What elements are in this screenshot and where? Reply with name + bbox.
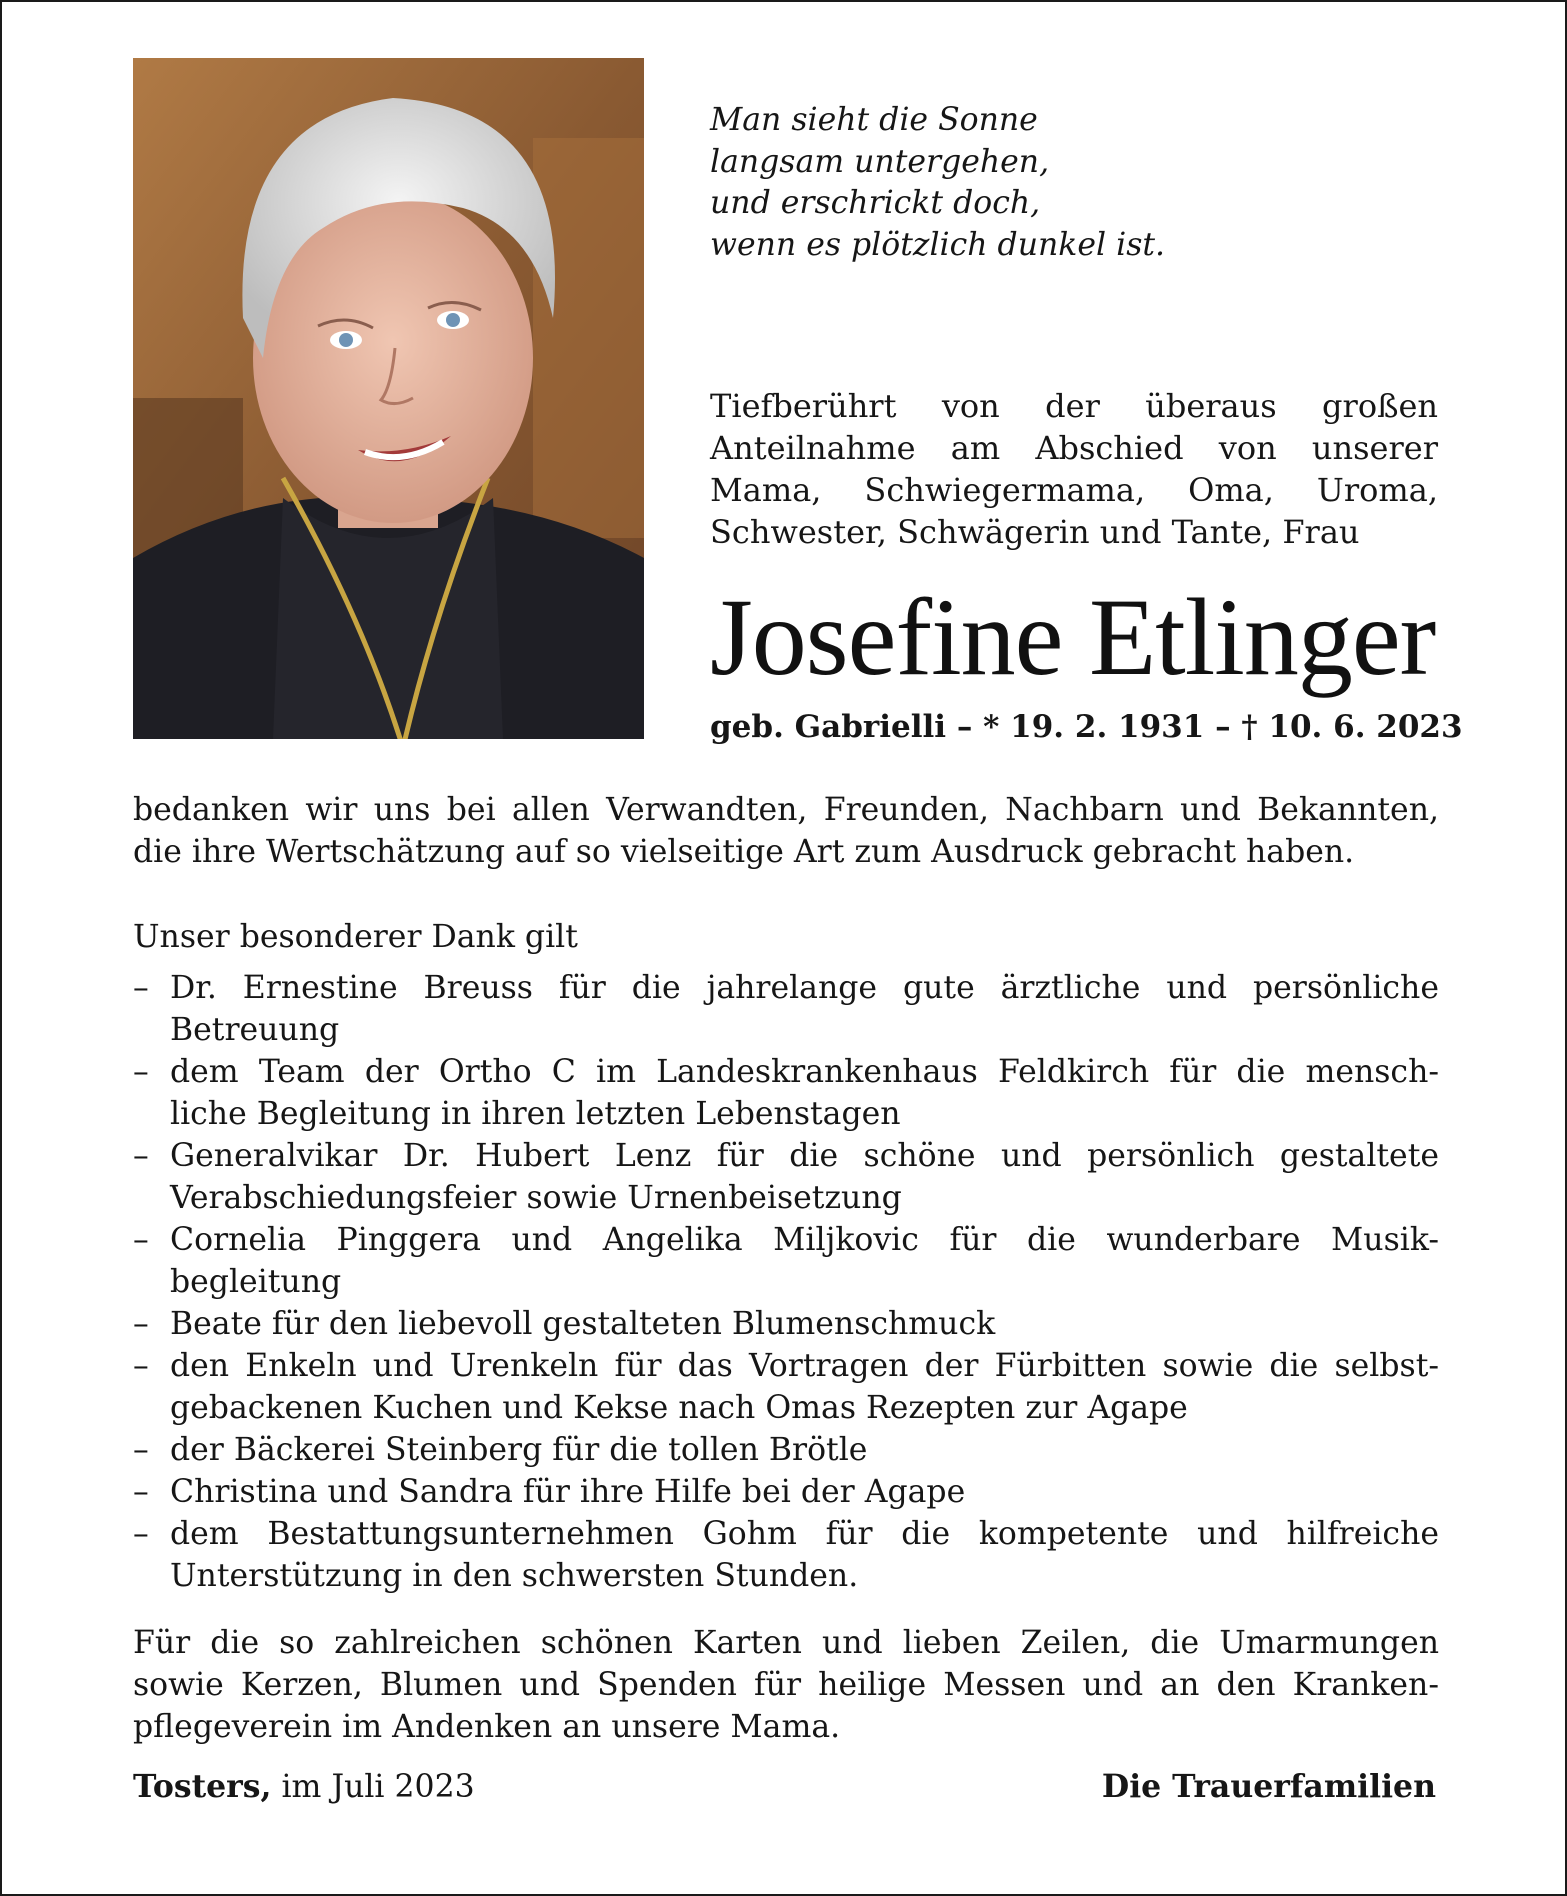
list-item — [133, 1429, 1439, 1471]
list-item — [133, 1513, 1439, 1597]
list-item — [133, 1135, 1439, 1219]
dash-bullet: – — [133, 1138, 149, 1174]
dash-bullet: – — [133, 1306, 149, 1342]
list-item-line: begleitung — [170, 1264, 342, 1300]
thanks-title — [133, 916, 1439, 958]
dash-bullet: – — [133, 1054, 149, 1090]
date: im Juli 2023 — [281, 1769, 475, 1805]
list-item — [133, 1345, 1439, 1429]
life-dates: geb. Gabrielli – * 19. 2. 1931 – † 10. 6. 2023 — [710, 709, 1463, 745]
verse-line: langsam untergehen, — [710, 143, 1050, 180]
intro-line: Mama, Schwiegermama, Oma, Uroma, — [710, 471, 1438, 509]
verse-line: Man sieht die Sonne — [710, 102, 1038, 138]
thanks-paragraph — [133, 789, 1439, 873]
list-item-line: Cornelia Pinggera und Angelika Miljkovic für die wunderbare Musik- — [170, 1222, 1439, 1258]
paragraph-line: bedanken wir uns bei allen Verwandten, Freunden, Nachbarn und Bekannten, — [133, 792, 1439, 828]
list-item-line: gebackenen Kuchen und Kekse nach Omas Rezepten zur Agape — [170, 1390, 1188, 1426]
dash-bullet: – — [133, 1474, 149, 1510]
portrait-photo — [133, 58, 644, 739]
thanks-list — [133, 967, 1439, 1597]
dash-bullet: – — [133, 970, 149, 1006]
list-item — [133, 1219, 1439, 1303]
deceased-name: Josefine Etlinger — [710, 576, 1436, 698]
list-item-line: Christina und Sandra für ihre Hilfe bei der Agape — [170, 1474, 966, 1510]
list-item-line: liche Begleitung in ihren letzten Lebenstagen — [170, 1096, 901, 1132]
list-item-line: dem Team der Ortho C im Landeskrankenhaus Feldkirch für die mensch- — [170, 1054, 1439, 1090]
list-item — [133, 1051, 1439, 1135]
dash-bullet: – — [133, 1516, 149, 1552]
portrait-illustration — [133, 58, 644, 739]
paragraph-line: sowie Kerzen, Blumen und Spenden für heilige Messen und an den Kranken- — [133, 1667, 1439, 1703]
list-item-line: Verabschiedungsfeier sowie Urnenbeisetzung — [170, 1180, 902, 1216]
paragraph-line: pflegeverein im Andenken an unsere Mama. — [133, 1709, 841, 1745]
place-date — [133, 1766, 475, 1808]
verse-line: und erschrickt doch, — [710, 185, 1041, 221]
thanks-title-text: Unser besonderer Dank gilt — [133, 919, 578, 955]
dash-bullet: – — [133, 1222, 149, 1258]
list-item-line: der Bäckerei Steinberg für die tollen Brötle — [170, 1432, 868, 1468]
list-item — [133, 1471, 1439, 1513]
list-item-line: den Enkeln und Urenkeln für das Vortragen der Fürbitten sowie die selbst- — [170, 1348, 1439, 1384]
list-item-line: Generalvikar Dr. Hubert Lenz für die schöne und persönlich gestaltete — [170, 1138, 1439, 1174]
list-item-line: Unterstützung in den schwersten Stunden. — [170, 1558, 859, 1594]
dash-bullet: – — [133, 1348, 149, 1384]
list-item-line: Beate für den liebevoll gestalteten Blumenschmuck — [170, 1306, 996, 1342]
signature: Die Trauerfamilien — [1101, 1768, 1436, 1805]
paragraph-line: Für die so zahlreichen schönen Karten und lieben Zeilen, die Umarmungen — [133, 1625, 1439, 1661]
intro-line: Schwester, Schwägerin und Tante, Frau — [710, 513, 1360, 551]
list-item-line: Betreuung — [170, 1012, 340, 1048]
list-item-line: dem Bestattungsunternehmen Gohm für die kompetente und hilfreiche — [170, 1516, 1439, 1552]
place: Tosters, — [133, 1768, 272, 1805]
intro-text — [710, 385, 1438, 553]
list-item — [133, 967, 1439, 1051]
intro-line: Tiefberührt von der überaus großen — [710, 387, 1438, 425]
paragraph-line: die ihre Wertschätzung auf so vielseitige Art zum Ausdruck gebracht haben. — [133, 834, 1355, 870]
closing-paragraph — [133, 1622, 1439, 1748]
dash-bullet: – — [133, 1432, 149, 1468]
list-item-line: Dr. Ernestine Breuss für die jahrelange gute ärztliche und persönliche — [170, 970, 1439, 1006]
list-item — [133, 1303, 1439, 1345]
verse-line: wenn es plötzlich dunkel ist. — [710, 226, 1166, 263]
memorial-verse — [710, 100, 1430, 266]
intro-line: Anteilnahme am Abschied von unserer — [710, 429, 1438, 467]
